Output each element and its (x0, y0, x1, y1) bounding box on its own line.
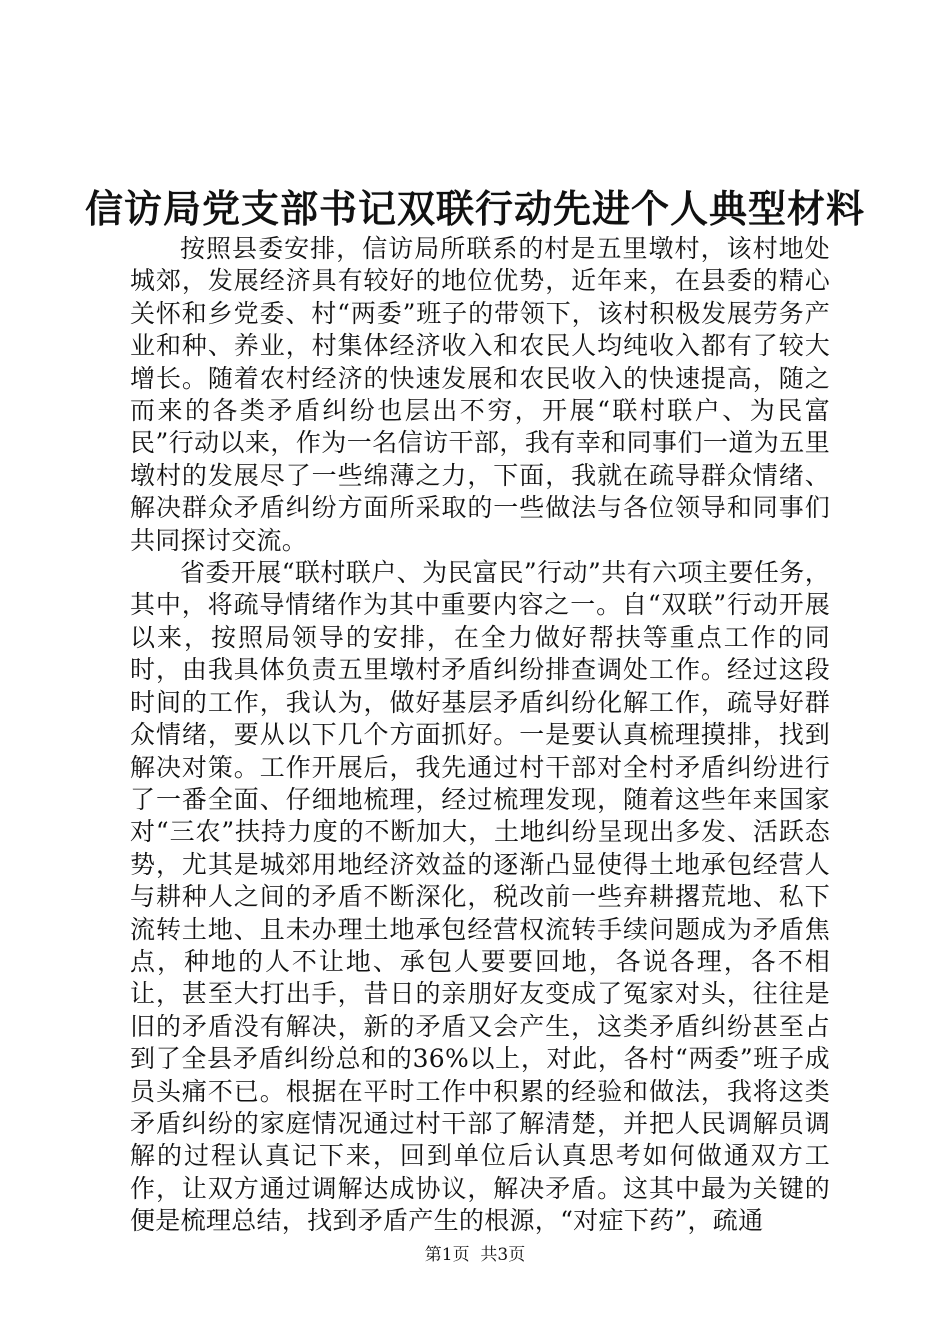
page-total: 共3页 (480, 1245, 526, 1265)
paragraph-1: 按照县委安排，信访局所联系的村是五里墩村，该村地处城郊，发展经济具有较好的地位优势，近年来，在县委的精心关怀和乡党委、村“两委”班子的带领下，该村积极发展劳务产业和种、养业，村集体经济收入和农民人均纯收入都有了较大增长。随着农村经济的快速发展和农民收入的快速提高，随之而来的各类矛盾纠纷也层出不穷，开展“联村联户、为民富民”行动以来，作为一名信访干部，我有幸和同事们一道为五里墩村的发展尽了一些绵薄之力，下面，我就在疏导群众情绪、解决群众矛盾纠纷方面所采取的一些做法与各位领导和同事们共同探讨交流。 (130, 234, 830, 555)
document-body (130, 233, 830, 1238)
page-footer (0, 1243, 950, 1267)
document-title: 信访局党支部书记双联行动先进个人典型材料 (84, 186, 865, 231)
page-number: 第1页 (424, 1245, 470, 1265)
paragraph-2: 省委开展“联村联户、为民富民”行动”共有六项主要任务，其中，将疏导情绪作为其中重要内容之一。自“双联”行动开展以来，按照局领导的安排，在全力做好帮扶等重点工作的同时，由我具体负责五里墩村矛盾纠纷排查调处工作。经过这段时间的工作，我认为，做好基层矛盾纠纷化解工作，疏导好群众情绪，要从以下几个方面抓好。一是要认真梳理摸排，找到解决对策。工作开展后，我先通过村干部对全村矛盾纠纷进行了一番全面、仔细地梳理，经过梳理发现，随着这些年来国家对“三农”扶持力度的不断加大，土地纠纷呈现出多发、活跃态势，尤其是城郊用地经济效益的逐渐凸显使得土地承包经营人与耕种人之间的矛盾不断深化，税改前一些弃耕撂荒地、私下流转土地、且未办理土地承包经营权流转手续问题成为矛盾焦点，种地的人不让地、承包人要要回地，各说各理，各不相让，甚至大打出手，昔日的亲朋好友变成了冤家对头，往往是旧的矛盾没有解决，新的矛盾又会产生，这类矛盾纠纷甚至占到了全县矛盾纠纷总和的36%以上，对此，各村“两委”班子成员头痛不已。根据在平时工作中积累的经验和做法，我将这类矛盾纠纷的家庭情况通过村干部了解清楚，并把人民调解员调解的过程认真记下来，回到单位后认真思考如何做通双方工作，让双方通过调解达成协议，解决矛盾。这其中最为关键的便是梳理总结，找到矛盾产生的根源，“对症下药”，疏通 (130, 558, 830, 1236)
